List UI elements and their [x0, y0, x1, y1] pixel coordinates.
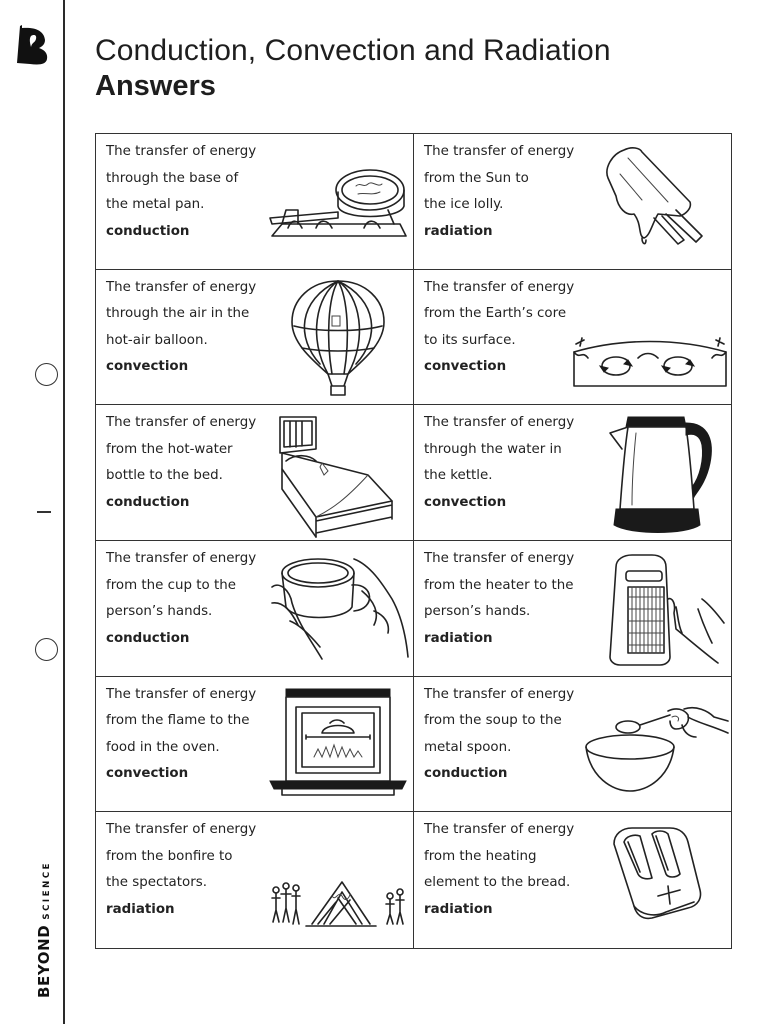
- answer-card: [414, 812, 732, 948]
- answer-card: [96, 541, 414, 677]
- card-line: The transfer of energy: [424, 144, 575, 159]
- card-line: bottle to the bed.: [106, 468, 223, 484]
- answer-card: [414, 541, 732, 677]
- heater-and-hands-icon: [606, 553, 726, 667]
- card-line: The transfer of energy: [424, 686, 575, 702]
- soup-bowl-and-spoon-icon: [584, 703, 730, 799]
- answer-card: [96, 677, 414, 813]
- brand-sub: SCIENCE: [42, 860, 52, 920]
- card-answer: radiation: [106, 901, 175, 917]
- card-text: [106, 817, 276, 923]
- brand-mark: [35, 861, 54, 998]
- card-answer: radiation: [424, 223, 493, 239]
- card-line: The transfer of energy: [424, 551, 575, 566]
- card-line: the spectators.: [106, 875, 207, 891]
- card-answer: conduction: [424, 766, 508, 782]
- card-line: The transfer of energy: [106, 822, 257, 838]
- card-answer: radiation: [424, 630, 493, 646]
- bed-icon: [276, 413, 398, 539]
- card-text: [424, 139, 594, 245]
- hot-air-balloon-icon: [288, 278, 388, 398]
- card-line: The transfer of energy: [106, 415, 257, 431]
- answer-card: [414, 270, 732, 406]
- pan-on-hob-icon: [268, 166, 408, 240]
- card-answer: convection: [106, 766, 189, 782]
- margin-line: [63, 0, 65, 1024]
- oven-icon: [268, 687, 408, 797]
- bonfire-and-people-icon: [266, 876, 410, 936]
- card-line: from the soup to the: [424, 713, 562, 729]
- card-line: to its surface.: [424, 332, 516, 348]
- card-line: from the heater to the: [424, 577, 574, 593]
- card-answer: convection: [424, 494, 507, 510]
- card-line: through the water in: [424, 441, 562, 457]
- card-text: [424, 410, 594, 516]
- card-line: through the base of: [106, 170, 239, 186]
- card-answer: convection: [424, 359, 507, 375]
- card-text: [106, 139, 276, 245]
- card-line: from the Earth’s core: [424, 306, 567, 322]
- answer-card: [96, 405, 414, 541]
- card-line: hot-air balloon.: [106, 332, 208, 348]
- fold-mark: [37, 511, 51, 513]
- toaster-icon: [610, 824, 706, 924]
- punch-hole-top: [35, 363, 58, 386]
- card-line: element to the bread.: [424, 875, 571, 891]
- card-line: through the air in the: [106, 306, 250, 322]
- card-line: The transfer of energy: [424, 822, 575, 838]
- beyond-logo-icon: [14, 22, 52, 66]
- card-text: [106, 410, 276, 516]
- answer-card: [414, 677, 732, 813]
- card-line: from the flame to the: [106, 713, 250, 729]
- card-line: the ice lolly.: [424, 197, 504, 212]
- brand-main: BEYOND: [35, 924, 53, 998]
- melting-ice-lolly-icon: [598, 144, 708, 256]
- card-line: The transfer of energy: [106, 144, 257, 159]
- answer-card: [96, 812, 414, 948]
- card-text: [106, 546, 276, 652]
- answer-card: [414, 134, 732, 270]
- card-line: The transfer of energy: [106, 686, 257, 702]
- card-answer: radiation: [424, 901, 493, 917]
- card-line: person’s hands.: [106, 604, 213, 619]
- card-text: [424, 682, 594, 788]
- page-subtitle: Answers: [95, 70, 216, 102]
- card-text: [106, 275, 276, 381]
- card-line: from the cup to the: [106, 577, 236, 593]
- card-line: food in the oven.: [106, 739, 220, 755]
- card-line: The transfer of energy: [424, 279, 575, 295]
- kettle-icon: [606, 413, 714, 537]
- card-text: [424, 275, 594, 381]
- answer-grid: [95, 133, 732, 949]
- answer-card: [414, 405, 732, 541]
- card-line: metal spoon.: [424, 739, 512, 755]
- card-line: The transfer of energy: [106, 551, 257, 566]
- answer-card: [96, 134, 414, 270]
- card-line: the metal pan.: [106, 197, 205, 212]
- card-answer: convection: [106, 359, 189, 375]
- card-line: person’s hands.: [424, 604, 531, 619]
- card-answer: conduction: [106, 494, 190, 510]
- card-line: from the bonfire to: [106, 848, 233, 864]
- card-line: from the Sun to: [424, 170, 529, 186]
- hands-holding-cup-icon: [270, 551, 410, 667]
- card-text: [424, 817, 594, 923]
- card-text: [106, 682, 276, 788]
- card-line: the kettle.: [424, 468, 493, 484]
- card-line: The transfer of energy: [106, 279, 257, 295]
- punch-hole-bottom: [35, 638, 58, 661]
- card-answer: conduction: [106, 630, 190, 646]
- card-line: from the hot-water: [106, 441, 233, 457]
- page-title: Conduction, Convection and Radiation: [95, 34, 611, 67]
- answer-card: [96, 270, 414, 406]
- card-text: [424, 546, 594, 652]
- card-line: The transfer of energy: [424, 415, 575, 431]
- card-answer: conduction: [106, 223, 190, 239]
- card-line: from the heating: [424, 848, 537, 864]
- earth-mantle-convection-icon: [572, 336, 728, 390]
